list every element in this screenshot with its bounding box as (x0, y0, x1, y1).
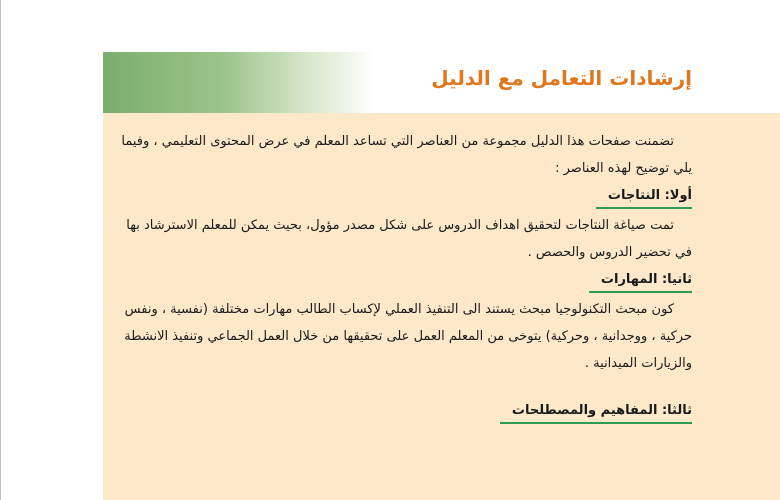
intro-line-2: يلي توضيح لهذه العناصر : (555, 161, 692, 176)
section-heading-outcomes: أولا: النتاجات (596, 186, 692, 209)
outcomes-line-1: تمت صياغة النتاجات لتحقيق اهداف الدروس على شكل مصدر مؤول، بحيث يمكن للمعلم الاسترشاد بها (126, 218, 674, 233)
skills-line-2: حركية ، ووجدانية ، وحركية) يتوخى من المعلم العمل على تحقيقها من خلال العمل الجماعي وتنفيذ الانشطة (124, 329, 692, 344)
guide-content (97, 128, 692, 427)
skills-line-3: والزيارات الميدانية . (584, 356, 692, 371)
section-heading-skills: ثانيا: المهارات (589, 270, 692, 293)
page-left-border (0, 0, 1, 500)
outcomes-line-2: في تحضير الدروس والحصص . (527, 245, 692, 260)
page-title: إرشادات التعامل مع الدليل (431, 66, 692, 90)
intro-line-1: تضمنت صفحات هذا الدليل مجموعة من العناصر التي تساعد المعلم في عرض المحتوى التعليمي ، وفيما (121, 134, 674, 149)
skills-line-1: كون مبحث التكنولوجيا مبحث يستند الى التنفيذ العملي لإكساب الطالب مهارات مختلفة (نفسية ، ونفس (124, 302, 674, 317)
section-heading-concepts: ثالثا: المفاهيم والمصطلحات (500, 401, 692, 424)
